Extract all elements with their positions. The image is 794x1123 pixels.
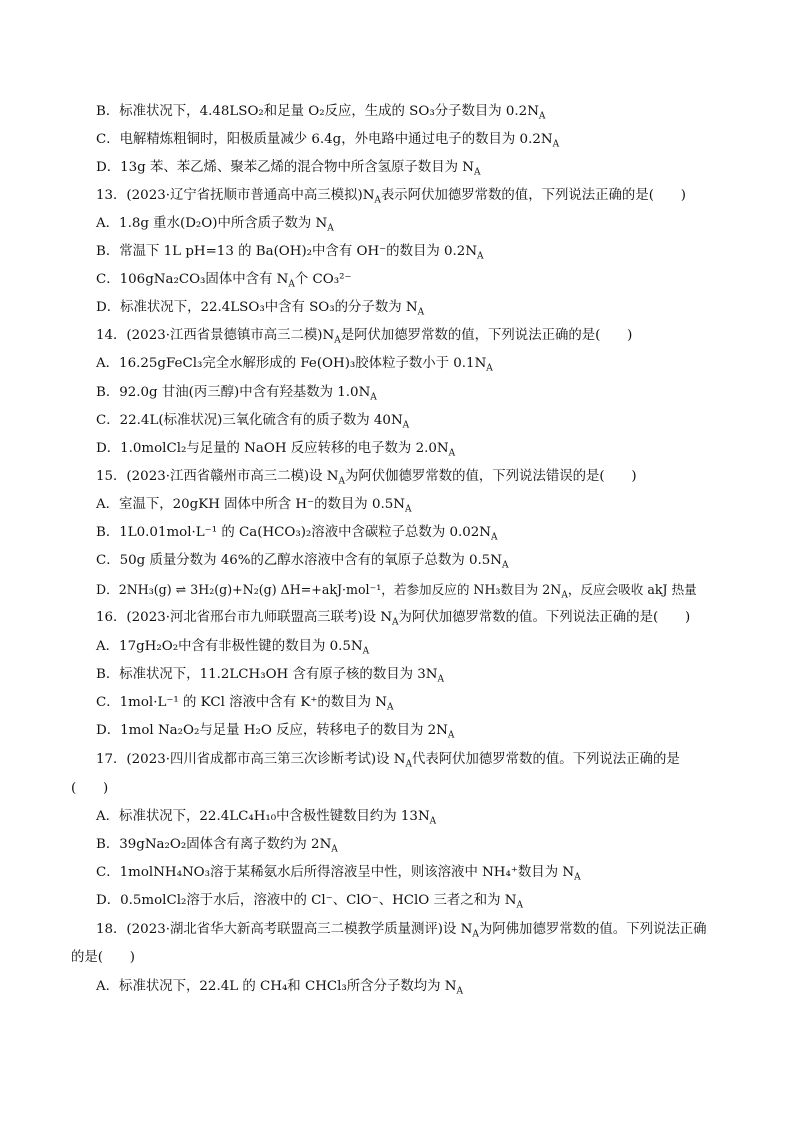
text-line: A．标准状况下，22.4L 的 CH₄和 CHCl₃所含分子数均为 $N_A$ bbox=[96, 979, 463, 997]
text-line: D．标准状况下，22.4LSO₃中含有 SO₃的分子数为 $N_A$ bbox=[96, 300, 425, 318]
text-line: 16．(2023·河北省邢台市九师联盟高三联考)设 $N_A$为阿伏加德罗常数的值。下列说法正确的是( ) bbox=[96, 610, 691, 628]
text-line: C．1molNH₄NO₃溶于某稀氨水后所得溶液呈中性，则该溶液中 NH₄⁺数目为 $N_A$ bbox=[96, 865, 581, 883]
text-line: A．室温下，20gKH 固体中所含 H⁻的数目为 $0.5N_A$ bbox=[96, 497, 412, 515]
text-line: B．39gNa₂O₂固体含有离子数约为 $2N_A$ bbox=[96, 837, 338, 855]
text-line: B．标准状况下，11.2LCH₃OH 含有原子核的数目为 $3N_A$ bbox=[96, 667, 444, 685]
text-line: C．电解精炼粗铜时，阳极质量减少 6.4g，外电路中通过电子的数目为 $0.2N_A$ bbox=[96, 132, 560, 150]
text-line: 的是( ) bbox=[71, 950, 136, 965]
text-line: 18．(2023·湖北省华大新高考联盟高三二模教学质量测评)设 $N_A$为阿佛加德罗常数的值。下列说法正确 bbox=[96, 922, 707, 940]
text-line: A．17gH₂O₂中含有非极性键的数目为 $0.5N_A$ bbox=[96, 639, 370, 657]
text-line: D．2NH₃(g) ⇌ 3H₂(g)+N₂(g) ΔH=+akJ·mol⁻¹，若参加反应的 NH₃数目为 $2N_A$，反应会吸收 akJ 热量 bbox=[96, 582, 697, 601]
text-line: C．1mol·L⁻¹ 的 KCl 溶液中含有 K⁺的数目为 $N_A$ bbox=[96, 695, 394, 713]
text-line: D．13g 苯、苯乙烯、聚苯乙烯的混合物中所含氢原子数目为 $N_A$ bbox=[96, 160, 481, 178]
text-line: B．92.0g 甘油(丙三醇)中含有羟基数为 $1.0N_A$ bbox=[96, 385, 377, 403]
text-line: D．0.5molCl₂溶于水后，溶液中的 Cl⁻、ClO⁻、HClO 三者之和为 $N_A$ bbox=[96, 893, 523, 911]
text-line: C．106gNa₂CO₃固体中含有 $N_A$个 CO₃²⁻ bbox=[96, 272, 352, 290]
text-line: 13．(2023·辽宁省抚顺市普通高中高三模拟)$N_A$表示阿伏加德罗常数的值，下列说法正确的是( ) bbox=[96, 188, 686, 206]
text-line: A．标准状况下，22.4LC₄H₁₀中含极性键数目约为 $13N_A$ bbox=[96, 809, 437, 827]
text-line: C．50g 质量分数为 46%的乙醇水溶液中含有的氧原子总数为 $0.5N_A$ bbox=[96, 553, 509, 571]
text-line: A．16.25gFeCl₃完全水解形成的 Fe(OH)₃胶体粒子数小于 $0.1N_A$ bbox=[96, 356, 493, 374]
text-line: ( ) bbox=[71, 781, 109, 796]
text-line: D．1.0molCl₂与足量的 NaOH 反应转移的电子数为 $2.0N_A$ bbox=[96, 441, 456, 459]
text-line: 14．(2023·江西省景德镇市高三二模)$N_A$是阿伏加德罗常数的值，下列说法正确的是( ) bbox=[96, 328, 633, 346]
text-line: B．常温下 1L pH=13 的 Ba(OH)₂中含有 OH⁻的数目为 $0.2N_A$ bbox=[96, 244, 484, 262]
text-line: C．22.4L(标准状况)三氧化硫含有的质子数为 $40N_A$ bbox=[96, 413, 410, 431]
text-line: 15．(2023·江西省赣州市高三二模)设 $N_A$为阿伏伽德罗常数的值，下列说法错误的是( ) bbox=[96, 469, 637, 487]
text-line: D．1mol Na₂O₂与足量 H₂O 反应，转移电子的数目为 $2N_A$ bbox=[96, 723, 455, 741]
text-line: B．标准状况下，4.48LSO₂和足量 O₂反应，生成的 SO₃分子数目为 $0.2N_A$ bbox=[96, 104, 546, 122]
text-line: A．1.8g 重水(D₂O)中所含质子数为 $N_A$ bbox=[96, 216, 334, 234]
text-line: B．1L0.01mol·L⁻¹ 的 Ca(HCO₃)₂溶液中含碳粒子总数为 $0.02N_A$ bbox=[96, 525, 498, 543]
text-line: 17．(2023·四川省成都市高三第三次诊断考试)设 $N_A$代表阿伏加德罗常数的值。下列说法正确的是 bbox=[96, 752, 680, 770]
